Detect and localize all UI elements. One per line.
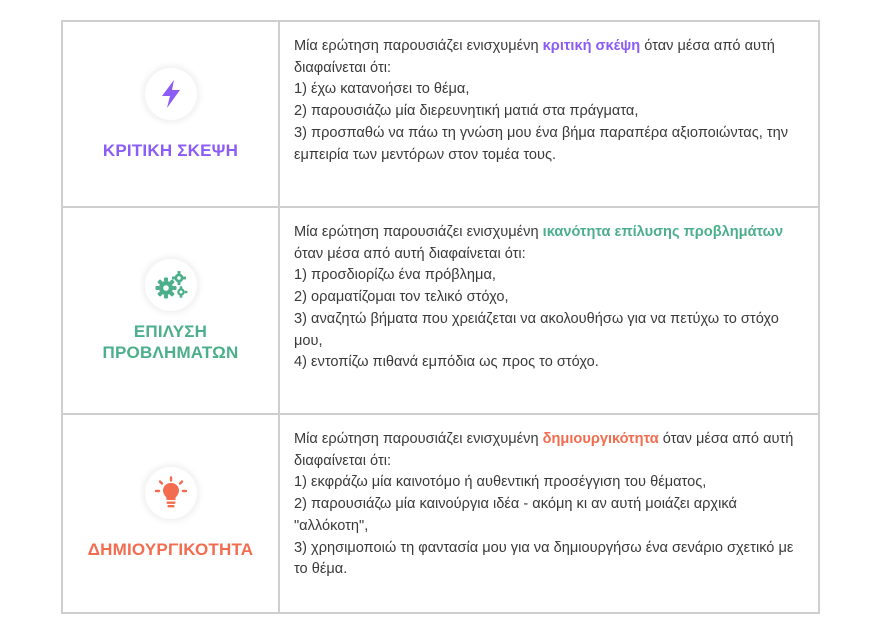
gears-icon [154,270,188,300]
highlight-term: ικανότητα επίλυσης προβλημάτων [542,224,784,240]
intro-after: όταν μέσα από αυτή διαφαίνεται ότι: [294,38,775,76]
category-title-line: ΠΡΟΒΛΗΜΑΤΩΝ [102,342,239,362]
intro-after: όταν μέσα από αυτή διαφαίνεται ότι: [294,245,526,262]
category-title: ΔΗΜΙΟΥΡΓΙΚΟΤΗΤΑ [87,540,254,559]
list-item: 2) παρουσιάζω μία καινούργια ιδέα - ακόμη κι αν αυτή μοιάζει αρχικά "αλλόκοτη", [294,496,737,534]
row-problem-solving [63,208,818,415]
skills-table [61,20,820,614]
list-item: 2) οραματίζομαι τον τελικό στόχο, [294,289,509,306]
highlight-term: δημιουργικότητα [542,431,659,447]
list-item: 3) προσπαθώ να πάω τη γνώση μου ένα βήμα παραπέρα αξιοποιώντας, την εμπειρία των μεντόρων στον τομέα τους. [294,124,789,163]
intro-before: Μία ερώτηση παρουσιάζει ενισχυμένη [294,224,543,240]
lightbulb-icon [154,476,188,510]
list-item: 1) προσδιορίζω ένα πρόβλημα, [294,267,496,284]
intro-before: Μία ερώτηση παρουσιάζει ενισχυμένη [294,38,543,54]
description-cell [280,22,818,206]
list-item: 2) παρουσιάζω μία διερευνητική ματιά στα πράγματα, [294,103,639,120]
list-item: 3) αναζητώ βήματα που χρειάζεται να ακολουθήσω για να πετύχω το στόχο μου, [294,310,779,349]
intro-text [294,429,798,472]
icon-badge [145,467,197,519]
highlight-term: κριτική σκέψη [542,38,641,54]
category-title-line: ΕΠΙΛΥΣΗ [133,321,208,341]
row-critical-thinking [63,22,818,208]
list-item: 1) έχω κατανοήσει το θέμα, [294,81,470,98]
intro-after: όταν μέσα από αυτή διαφαίνεται ότι: [294,431,794,469]
icon-badge [145,259,197,311]
list-item: 1) εκφράζω μία καινοτόμο ή αυθεντική προσέγγιση του θέματος, [294,474,707,491]
description-cell [280,415,818,612]
list-item: 4) εντοπίζω πιθανά εμπόδια ως προς το στόχο. [294,354,599,371]
category-title [103,321,239,363]
category-title: ΚΡΙΤΙΚΗ ΣΚΕΨΗ [102,140,239,160]
lightning-icon [158,79,184,109]
list-item: 3) χρησιμοποιώ τη φαντασία μου για να δημιουργήσω ένα σενάριο σχετικό με το θέμα. [294,539,794,578]
category-cell [63,208,280,413]
intro-before: Μία ερώτηση παρουσιάζει ενισχυμένη [294,431,543,447]
description-cell [280,208,818,413]
category-cell [63,22,280,206]
intro-text [294,222,798,265]
icon-badge [145,68,197,120]
category-cell [63,415,280,612]
intro-text [294,36,798,79]
row-creativity [63,415,818,612]
